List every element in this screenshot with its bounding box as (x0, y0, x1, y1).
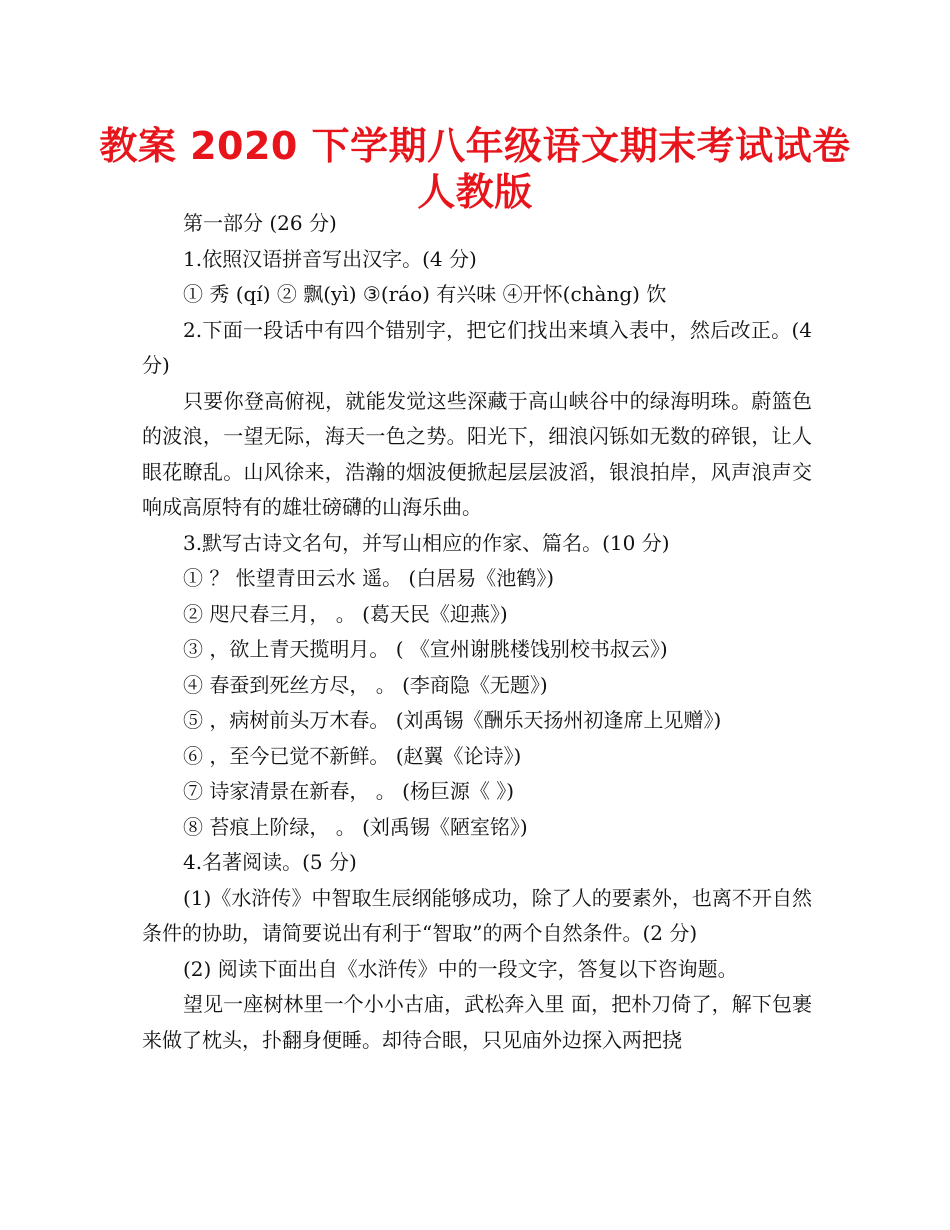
poem-line-2: ② 咫尺春三月， 。 (葛天民《迎燕》) (183, 601, 508, 626)
question-4: 4.名著阅读。(5 分) (183, 850, 357, 874)
question-1: 1.依照汉语拼音写出汉字。(4 分) (183, 246, 477, 271)
poem-line-1: ① ？ 怅望青田云水 遥。 (白居易《池鹤》) (183, 566, 555, 590)
poem-line-6: ⑥ ，至今已觉不新鲜。 (赵翼《论诗》) (183, 743, 522, 768)
question-3: 3.默写古诗文名句，并写山相应的作家、篇名。(10 分) (183, 530, 670, 555)
section-heading: 第一部分 (26 分) (183, 211, 337, 235)
poem-line-8: ⑧ 苔痕上阶绿， 。 (刘禹锡《陋室铭》) (183, 814, 528, 839)
question-1-items: ① 秀 (qí) ② 飘(yì) ③(ráo) 有兴味 ④开怀(chàng) 饮 (183, 282, 667, 306)
question-4-part-1: (1)《水浒传》中智取生辰纲能够成功，除了人的要素外，也离不开自然条件的协助，请简要说出有利于“智取”的两个自然条件。(2 分) (142, 885, 812, 945)
reading-passage: 望见一座树林里一个小小古庙，武松奔入里 面，把朴刀倚了，解下包裹来做了枕头，扑翻身便睡。却待合眼，只见庙外边探入两把挠 (142, 992, 812, 1052)
question-2-passage: 只要你登高俯视，就能发觉这些深藏于高山峡谷中的绿海明珠。蔚篮色的波浪，一望无际，海天一色之势。阳光下，细浪闪铄如无数的碎银，让人眼花瞭乱。山风徐来，浩瀚的烟波便掀起层层波滔，银浪拍岸，风声浪声交响成高原特有的雄壮磅礴的山海乐曲。 (142, 388, 812, 519)
document-body (142, 206, 812, 1058)
question-4-part-2: (2) 阅读下面出自《水浒传》中的一段文字，答复以下咨询题。 (183, 956, 738, 981)
poem-line-5: ⑤ ，病树前头万木春。 (刘禹锡《酬乐天扬州初逢席上见赠》) (183, 708, 722, 732)
document-title-line-1: 教案 2020 下学期八年级语文期末考试试卷 (99, 124, 851, 168)
poem-line-7: ⑦ 诗家清景在新春， 。 (杨巨源《 》) (183, 779, 515, 803)
question-2: 2.下面一段话中有四个错别字，把它们找出来填入表中，然后改正。(4 分) (142, 317, 812, 377)
document-title-line-2: 人教版 (417, 170, 533, 214)
poem-line-3: ③ ，欲上青天揽明月。 ( 《宣州谢朓楼饯别校书叔云》) (183, 637, 668, 661)
poem-line-4: ④ 春蚕到死丝方尽， 。 (李商隐《无题》) (183, 672, 548, 697)
